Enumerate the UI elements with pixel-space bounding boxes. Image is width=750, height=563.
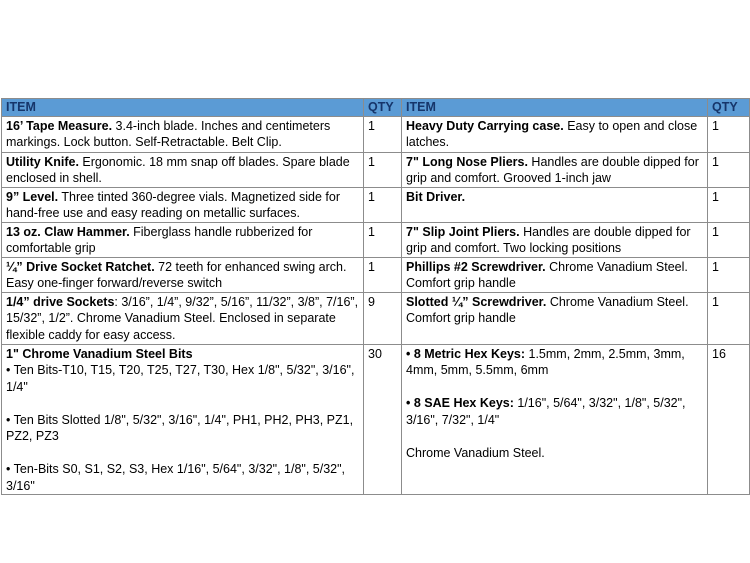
item-cell xyxy=(402,116,708,152)
qty-cell: 1 xyxy=(364,222,402,257)
item-name: Bit Driver. xyxy=(406,189,466,204)
item-description: Three tinted 360-degree vials. Magnetized side for hand-free use and easy reading on metallic surfaces. xyxy=(6,189,341,220)
spacer xyxy=(6,445,360,462)
qty-cell: 1 xyxy=(708,116,750,152)
item-cell xyxy=(2,187,364,222)
item-name: • 8 SAE Hex Keys: xyxy=(406,396,514,410)
item-name: 13 oz. Claw Hammer. xyxy=(6,224,130,239)
qty-cell: 1 xyxy=(708,292,750,344)
spacer xyxy=(406,379,704,396)
header-item-left: ITEM xyxy=(2,99,364,117)
qty-cell: 30 xyxy=(364,344,402,495)
table-row xyxy=(2,152,750,187)
item-cell xyxy=(2,152,364,187)
item-cell xyxy=(2,116,364,152)
item-cell xyxy=(2,344,364,495)
header-item-right: ITEM xyxy=(402,99,708,117)
item-description: 1/16", 5/64", 3/32", 1/8", 5/32", 3/16", 7/32", 1/4" xyxy=(406,396,686,427)
spacer xyxy=(406,428,704,445)
header-qty-right: QTY xyxy=(708,99,750,117)
table-row xyxy=(2,116,750,152)
table-row xyxy=(2,257,750,292)
bits-line-torx: • Ten Bits-T10, T15, T20, T25, T27, T30, Hex 1/8", 5/32", 3/16", 1/4" xyxy=(6,363,355,394)
qty-cell: 1 xyxy=(708,187,750,222)
item-name: 7" Slip Joint Pliers. xyxy=(406,224,520,239)
table-row xyxy=(2,222,750,257)
tool-kit-table xyxy=(1,98,750,495)
bits-line-square: • Ten-Bits S0, S1, S2, S3, Hex 1/16", 5/64", 3/32", 1/8", 5/32", 3/16" xyxy=(6,462,346,493)
qty-cell: 1 xyxy=(364,257,402,292)
item-name: • 8 Metric Hex Keys: xyxy=(406,346,526,361)
qty-cell: 1 xyxy=(364,187,402,222)
qty-cell: 1 xyxy=(364,116,402,152)
qty-cell: 1 xyxy=(708,257,750,292)
item-name: 1/4” drive Sockets xyxy=(6,294,115,309)
item-name: ¼” Drive Socket Ratchet. xyxy=(6,259,155,274)
item-cell xyxy=(2,257,364,292)
item-cell xyxy=(402,257,708,292)
item-name: 7" Long Nose Pliers. xyxy=(406,154,528,169)
item-name: 16’ Tape Measure. xyxy=(6,118,113,133)
qty-cell: 1 xyxy=(708,152,750,187)
table-row xyxy=(2,344,750,495)
item-description: 72 teeth for enhanced swing arch. Easy one-finger forward/reverse switch xyxy=(6,259,347,290)
item-name: Heavy Duty Carrying case. xyxy=(406,118,564,133)
spacer xyxy=(6,395,360,412)
item-description: Ergonomic. 18 mm snap off blades. Spare blade enclosed in shell. xyxy=(6,154,350,185)
bits-title: 1" Chrome Vanadium Steel Bits xyxy=(6,346,193,361)
item-description: : 3/16”, 1/4”, 9/32”, 5/16”, 11/32”, 3/8”, 7/16”, 15/32”, 1/2”. Chrome Vanadium Steel. Enclosed in separate flexible caddy for easy access. xyxy=(6,294,359,342)
item-cell xyxy=(2,222,364,257)
item-cell xyxy=(402,292,708,344)
item-description: 1.5mm, 2mm, 2.5mm, 3mm, 4mm, 5mm, 5.5mm, 6mm xyxy=(406,346,685,377)
item-cell xyxy=(402,222,708,257)
qty-cell: 1 xyxy=(364,152,402,187)
item-description: Handles are double dipped for grip and comfort. Grooved 1-inch jaw xyxy=(406,154,699,185)
item-description: Fiberglass handle rubberized for comfortable grip xyxy=(6,224,313,255)
item-name: Utility Knife. xyxy=(6,154,79,169)
item-name: 9” Level. xyxy=(6,189,59,204)
item-description: Handles are double dipped for grip and comfort. Two locking positions xyxy=(406,224,691,255)
table-row xyxy=(2,187,750,222)
qty-cell: 9 xyxy=(364,292,402,344)
metric-hex-keys xyxy=(406,346,704,379)
item-description: Easy to open and close latches. xyxy=(406,118,698,149)
table-row xyxy=(2,292,750,344)
item-description: Chrome Vanadium Steel. Comfort grip handle xyxy=(406,259,688,290)
item-cell xyxy=(402,187,708,222)
bits-line-slotted: • Ten Bits Slotted 1/8", 5/32", 3/16", 1/4", PH1, PH2, PH3, PZ1, PZ2, PZ3 xyxy=(6,412,354,443)
sae-hex-keys xyxy=(406,395,704,428)
header-row xyxy=(2,99,750,117)
header-qty-left: QTY xyxy=(364,99,402,117)
item-description: Chrome Vanadium Steel. Comfort grip handle xyxy=(406,294,689,325)
qty-cell: 1 xyxy=(708,222,750,257)
item-cell xyxy=(402,152,708,187)
item-cell xyxy=(402,344,708,495)
hex-keys-note: Chrome Vanadium Steel. xyxy=(406,445,545,460)
item-description: 3.4-inch blade. Inches and centimeters markings. Lock button. Self-Retractable. Belt Clip. xyxy=(6,118,331,149)
item-cell xyxy=(2,292,364,344)
item-name: Phillips #2 Screwdriver. xyxy=(406,259,546,274)
item-name: Slotted ¼” Screwdriver. xyxy=(406,294,547,309)
qty-cell: 16 xyxy=(708,344,750,495)
